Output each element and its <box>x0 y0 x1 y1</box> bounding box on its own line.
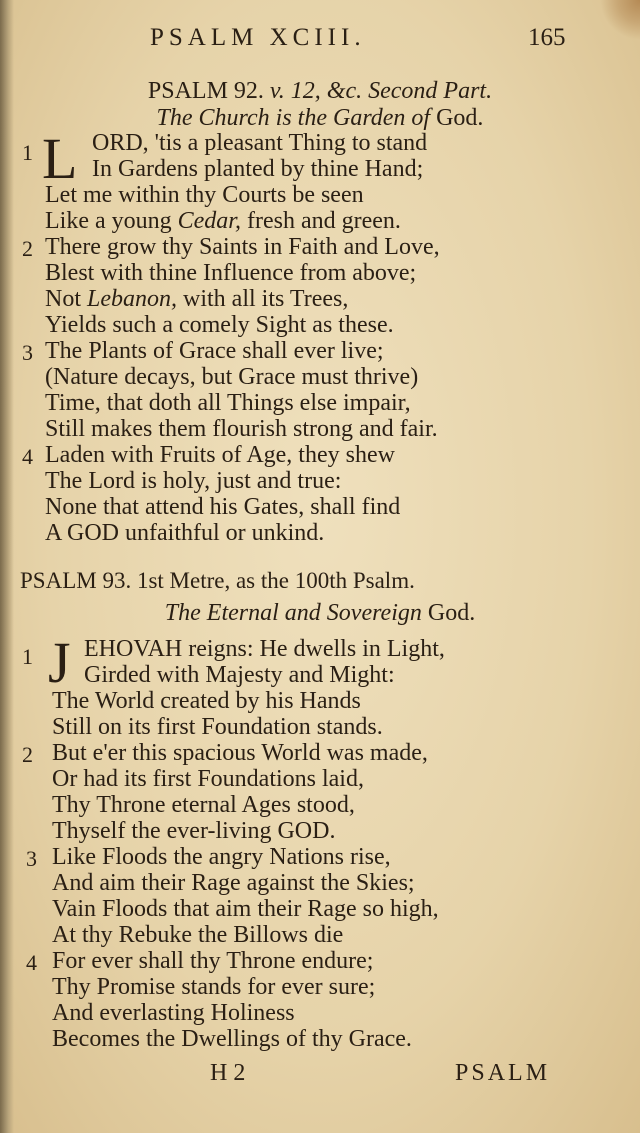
psalm-93-line: The World created by his Hands <box>52 688 361 714</box>
text-run: fresh and green. <box>240 208 401 234</box>
psalm-92-line: Blest with thine Influence from above; <box>45 260 417 286</box>
psalm-92-heading-title: PSALM 92. <box>147 78 264 104</box>
psalm-92-subheading <box>0 105 640 132</box>
psalm-93-subheading-rest: God. <box>421 600 476 626</box>
psalm-93-subheading <box>0 600 640 627</box>
psalm-92-line: There grow thy Saints in Faith and Love, <box>45 234 440 260</box>
psalm-92-line <box>45 286 348 312</box>
psalm-92-verse-number: 4 <box>22 444 33 469</box>
psalm-92-line: (Nature decays, but Grace must thrive) <box>45 364 419 390</box>
catchword: PSALM <box>455 1060 551 1086</box>
psalm-92-verse-number: 3 <box>22 340 33 365</box>
psalm-93-line: At thy Rebuke the Billows die <box>52 922 344 948</box>
psalm-92-heading-ref: v. 12, &c. Second Part. <box>263 78 493 104</box>
psalm-92-line: The Plants of Grace shall ever live; <box>45 338 384 364</box>
text-run: Like a young <box>45 208 178 234</box>
psalm-93-line: Becomes the Dwellings of thy Grace. <box>52 1026 412 1052</box>
psalm-93-line: Like Floods the angry Nations rise, <box>52 844 391 870</box>
psalm-92-line: A GOD unfaithful or unkind. <box>45 520 325 546</box>
psalm-92-line: ORD, 'tis a pleasant Thing to stand <box>92 130 428 156</box>
psalm-93-line: And everlasting Holiness <box>52 1000 295 1026</box>
psalm-92-verse-number: 1 <box>22 140 33 165</box>
psalm-92-line: The Lord is holy, just and true: <box>45 468 342 494</box>
psalm-93-verse-number: 4 <box>26 950 37 975</box>
psalm-93-line: But e'er this spacious World was made, <box>52 740 428 766</box>
psalm-92-subheading-rest: God. <box>430 105 484 131</box>
running-head-title: PSALM XCIII. <box>150 24 366 51</box>
psalm-93-line: Thy Promise stands for ever sure; <box>52 974 376 1000</box>
psalm-92-line: Still makes them flourish strong and fair. <box>45 416 438 442</box>
psalm-92-dropcap: L <box>42 126 78 191</box>
psalm-93-dropcap: J <box>48 630 71 695</box>
psalm-92-heading <box>0 78 640 105</box>
psalm-93-subheading-italic: The Eternal and Sovereign <box>164 600 422 626</box>
signature-mark: H 2 <box>210 1060 246 1086</box>
psalm-93-verse-number: 2 <box>22 742 33 767</box>
psalm-93-line: Girded with Majesty and Might: <box>84 662 395 688</box>
psalm-93-line: For ever shall thy Throne endure; <box>52 948 374 974</box>
psalm-92-line: Time, that doth all Things else impair, <box>45 390 411 416</box>
running-head <box>0 24 640 58</box>
psalm-93-line: EHOVAH reigns: He dwells in Light, <box>84 636 445 662</box>
psalm-92-line: Laden with Fruits of Age, they shew <box>45 442 395 468</box>
text-run: with all its Trees, <box>177 286 349 312</box>
psalm-93-line: Still on its first Foundation stands. <box>52 714 383 740</box>
psalm-92-verse-number: 2 <box>22 236 33 261</box>
psalm-93-heading: PSALM 93. 1st Metre, as the 100th Psalm. <box>20 568 415 593</box>
page-gutter-shadow <box>0 0 14 1133</box>
psalm-92-line: Let me within thy Courts be seen <box>45 182 364 208</box>
psalm-92-subheading-italic: The Church is the Garden of <box>156 105 431 131</box>
psalm-93-line: Thy Throne eternal Ages stood, <box>52 792 355 818</box>
psalm-92-line: In Gardens planted by thine Hand; <box>92 156 424 182</box>
psalm-93-verse-number: 1 <box>22 644 33 669</box>
text-run-italic: Cedar, <box>177 208 241 234</box>
page-number: 165 <box>528 24 566 51</box>
text-run-italic: Lebanon, <box>87 286 177 312</box>
psalm-93-verse-number: 3 <box>26 846 37 871</box>
psalm-93-line: Or had its first Foundations laid, <box>52 766 364 792</box>
psalm-92-line <box>45 208 401 234</box>
psalm-93-line: And aim their Rage against the Skies; <box>52 870 415 896</box>
psalm-92-line: None that attend his Gates, shall find <box>45 494 401 520</box>
psalm-93-line: Vain Floods that aim their Rage so high, <box>52 896 439 922</box>
text-run: Not <box>45 286 87 312</box>
psalm-92-line: Yields such a comely Sight as these. <box>45 312 394 338</box>
psalm-93-line: Thyself the ever-living GOD. <box>52 818 336 844</box>
